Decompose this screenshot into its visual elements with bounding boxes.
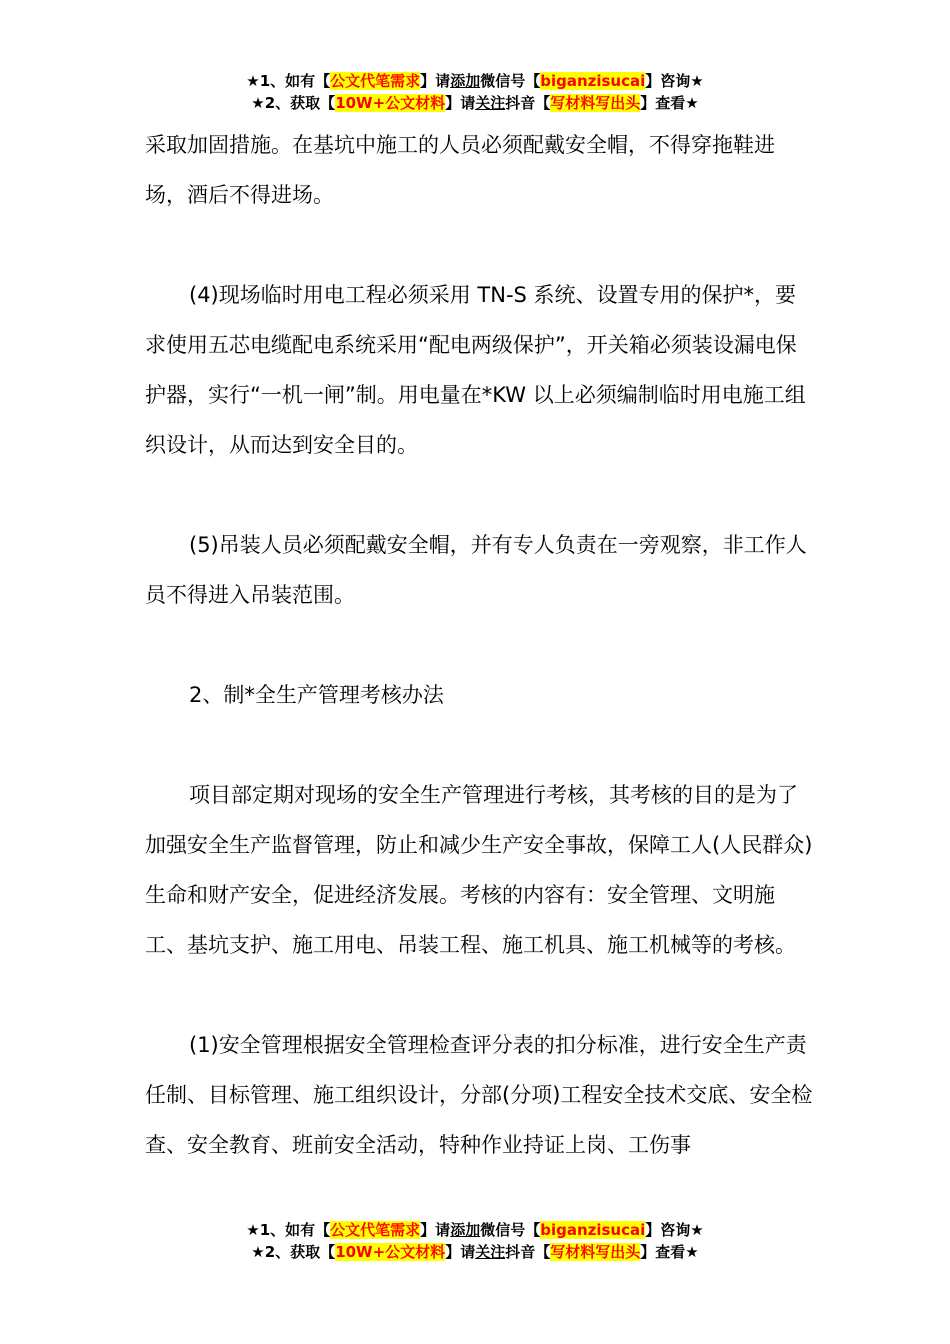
document-body xyxy=(145,120,815,1170)
banner-line-2 xyxy=(0,1241,950,1263)
banner-highlight: 写材料写出头 xyxy=(550,1243,641,1261)
banner-underline: 关注 xyxy=(475,1243,506,1261)
banner-highlight: 公文代笔需求 xyxy=(330,72,421,90)
banner-text: 】请 xyxy=(445,94,476,112)
paragraph-gap xyxy=(145,720,815,770)
banner-text: 微信号【 xyxy=(480,72,541,90)
paragraph-gap xyxy=(145,470,815,520)
banner-text: ★2、获取【 xyxy=(251,1243,336,1261)
paragraph-gap xyxy=(145,970,815,1020)
banner-text: 抖音【 xyxy=(505,1243,551,1261)
banner-text: 】请 xyxy=(420,72,451,90)
paragraph-gap xyxy=(145,620,815,670)
banner-underline: 添加 xyxy=(450,72,481,90)
header-banner xyxy=(0,70,950,114)
banner-line-2 xyxy=(0,92,950,114)
banner-text: ★1、如有【 xyxy=(246,72,331,90)
banner-line-1 xyxy=(0,70,950,92)
banner-text: ★1、如有【 xyxy=(246,1221,331,1239)
paragraph-item-1: (1)安全管理根据安全管理检查评分表的扣分标准，进行安全生产责任制、目标管理、施工组织设计，分部(分项)工程安全技术交底、安全检查、安全教育、班前安全活动，特种作业持证上岗、工伤事 xyxy=(145,1033,813,1157)
banner-highlight: 公文代笔需求 xyxy=(330,1221,421,1239)
banner-highlight: 10W+公文材料 xyxy=(335,1243,446,1261)
paragraph-gap xyxy=(145,220,815,270)
banner-underline: 添加 xyxy=(450,1221,481,1239)
banner-underline: 关注 xyxy=(475,94,506,112)
paragraph-continuation: 采取加固措施。在基坑中施工的人员必须配戴安全帽，不得穿拖鞋进场，酒后不得进场。 xyxy=(145,133,775,207)
footer-banner xyxy=(0,1219,950,1263)
paragraph-assessment: 项目部定期对现场的安全生产管理进行考核，其考核的目的是为了加强安全生产监督管理，防止和减少生产安全事故，保障工人(人民群众)生命和财产安全，促进经济发展。考核的内容有：安全管理、文明施工、基坑支护、施工用电、吊装工程、施工机具、施工机械等的考核。 xyxy=(145,783,813,957)
banner-text: 微信号【 xyxy=(480,1221,541,1239)
banner-text: 】请 xyxy=(445,1243,476,1261)
banner-line-1 xyxy=(0,1219,950,1241)
banner-highlight: biganzisucai xyxy=(540,72,646,90)
paragraph-item-5: (5)吊装人员必须配戴安全帽，并有专人负责在一旁观察，非工作人员不得进入吊装范围。 xyxy=(145,533,807,607)
banner-highlight: 写材料写出头 xyxy=(550,94,641,112)
banner-text: 】请 xyxy=(420,1221,451,1239)
banner-text: 抖音【 xyxy=(505,94,551,112)
banner-highlight: 10W+公文材料 xyxy=(335,94,446,112)
banner-text: 】查看★ xyxy=(640,94,699,112)
section-heading: 2、制*全生产管理考核办法 xyxy=(189,683,444,707)
banner-text: ★2、获取【 xyxy=(251,94,336,112)
banner-highlight: biganzisucai xyxy=(540,1221,646,1239)
banner-text: 】查看★ xyxy=(640,1243,699,1261)
banner-text: 】咨询★ xyxy=(645,72,704,90)
banner-text: 】咨询★ xyxy=(645,1221,704,1239)
paragraph-item-4: (4)现场临时用电工程必须采用 TN-S 系统、设置专用的保护*，要求使用五芯电缆配电系统采用“配电两级保护”，开关箱必须装设漏电保护器，实行“一机一闸”制。用电量在*KW 以上必须编制临时用电施工组织设计，从而达到安全目的。 xyxy=(145,283,806,457)
